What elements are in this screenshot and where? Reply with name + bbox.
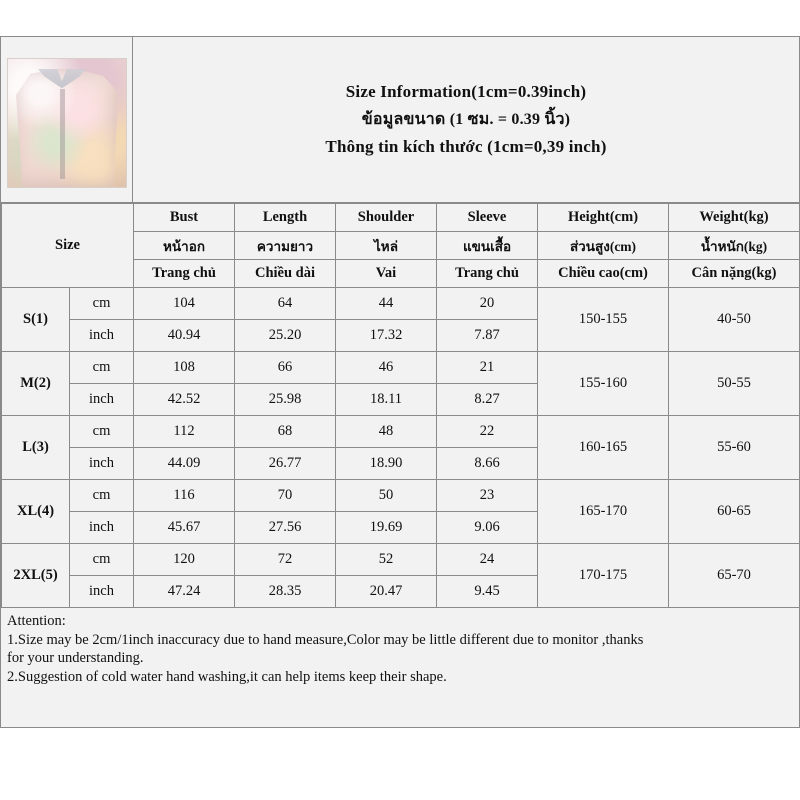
col-header-sleeve-th: แขนเสื้อ (437, 232, 538, 260)
cell-sleeve-cm: 24 (437, 544, 538, 576)
cell-sleeve-inch: 8.27 (437, 384, 538, 416)
col-header-weight-en: Weight(kg) (669, 204, 800, 232)
title-line-en: Size Information(1cm=0.39inch) (345, 82, 587, 101)
row-size-label: XL(4) (2, 480, 70, 544)
cell-weight: 40-50 (669, 288, 800, 352)
cell-length-inch: 27.56 (235, 512, 336, 544)
cell-height: 165-170 (538, 480, 669, 544)
cell-bust-cm: 120 (134, 544, 235, 576)
cell-bust-inch: 42.52 (134, 384, 235, 416)
cell-length-cm: 72 (235, 544, 336, 576)
col-header-shoulder-en: Shoulder (336, 204, 437, 232)
table-row (2, 352, 800, 384)
cell-bust-inch: 44.09 (134, 448, 235, 480)
attention-block (1, 608, 799, 727)
row-unit-inch: inch (70, 512, 134, 544)
cell-bust-cm: 104 (134, 288, 235, 320)
cell-shoulder-cm: 48 (336, 416, 437, 448)
table-row (2, 288, 800, 320)
col-header-weight-th: น้ำหนัก(kg) (669, 232, 800, 260)
row-unit-cm: cm (70, 544, 134, 576)
row-size-label: L(3) (2, 416, 70, 480)
cell-shoulder-inch: 19.69 (336, 512, 437, 544)
cell-shoulder-inch: 17.32 (336, 320, 437, 352)
row-unit-inch: inch (70, 384, 134, 416)
cell-height: 160-165 (538, 416, 669, 480)
row-size-label: S(1) (2, 288, 70, 352)
placket-graphic (60, 89, 65, 179)
cell-sleeve-inch: 9.45 (437, 576, 538, 608)
col-header-length-vi: Chiều dài (235, 260, 336, 288)
cell-shoulder-cm: 44 (336, 288, 437, 320)
col-header-weight-vi: Cân nặng(kg) (669, 260, 800, 288)
product-photo (7, 58, 127, 188)
product-photo-cell (1, 37, 133, 202)
cell-height: 155-160 (538, 352, 669, 416)
cell-weight: 50-55 (669, 352, 800, 416)
cell-bust-cm: 112 (134, 416, 235, 448)
shirt-graphic (14, 69, 118, 187)
row-unit-inch: inch (70, 576, 134, 608)
cell-length-cm: 66 (235, 352, 336, 384)
attention-line-2: 2.Suggestion of cold water hand washing,it can help items keep their shape. (7, 668, 447, 685)
col-header-shoulder-th: ไหล่ (336, 232, 437, 260)
chart-header (1, 37, 799, 203)
cell-bust-cm: 116 (134, 480, 235, 512)
row-unit-cm: cm (70, 352, 134, 384)
attention-line-1b: for your understanding. (7, 650, 144, 667)
cell-bust-cm: 108 (134, 352, 235, 384)
cell-sleeve-cm: 23 (437, 480, 538, 512)
cell-sleeve-inch: 9.06 (437, 512, 538, 544)
cell-length-cm: 70 (235, 480, 336, 512)
cell-weight: 55-60 (669, 416, 800, 480)
cell-bust-inch: 45.67 (134, 512, 235, 544)
col-header-sleeve-en: Sleeve (437, 204, 538, 232)
row-unit-cm: cm (70, 288, 134, 320)
col-header-length-th: ความยาว (235, 232, 336, 260)
title-block (133, 37, 799, 202)
row-unit-inch: inch (70, 448, 134, 480)
table-row (2, 544, 800, 576)
col-header-sleeve-vi: Trang chủ (437, 260, 538, 288)
cell-height: 150-155 (538, 288, 669, 352)
cell-length-inch: 26.77 (235, 448, 336, 480)
col-header-shoulder-vi: Vai (336, 260, 437, 288)
cell-length-inch: 25.20 (235, 320, 336, 352)
title-line-th: ข้อมูลขนาด (1 ซม. = 0.39 นิ้ว) (361, 111, 571, 128)
table-row (2, 416, 800, 448)
header-row-en (2, 204, 800, 232)
cell-height: 170-175 (538, 544, 669, 608)
col-header-bust-vi: Trang chủ (134, 260, 235, 288)
cell-sleeve-inch: 8.66 (437, 448, 538, 480)
cell-shoulder-inch: 18.90 (336, 448, 437, 480)
col-header-length-en: Length (235, 204, 336, 232)
row-size-label: 2XL(5) (2, 544, 70, 608)
size-header-cell: Size (2, 204, 134, 288)
cell-length-cm: 64 (235, 288, 336, 320)
size-table (1, 203, 800, 608)
cell-shoulder-cm: 50 (336, 480, 437, 512)
col-header-bust-en: Bust (134, 204, 235, 232)
cell-weight: 60-65 (669, 480, 800, 544)
table-row (2, 480, 800, 512)
cell-length-cm: 68 (235, 416, 336, 448)
cell-sleeve-cm: 22 (437, 416, 538, 448)
attention-title: Attention: (7, 613, 66, 629)
row-unit-cm: cm (70, 480, 134, 512)
col-header-height-vi: Chiều cao(cm) (538, 260, 669, 288)
row-unit-inch: inch (70, 320, 134, 352)
cell-bust-inch: 40.94 (134, 320, 235, 352)
cell-shoulder-inch: 20.47 (336, 576, 437, 608)
col-header-bust-th: หน้าอก (134, 232, 235, 260)
cell-shoulder-cm: 52 (336, 544, 437, 576)
cell-sleeve-cm: 21 (437, 352, 538, 384)
col-header-height-en: Height(cm) (538, 204, 669, 232)
attention-line-1: 1.Size may be 2cm/1inch inaccuracy due to hand measure,Color may be little different due to monitor ,thanks (7, 631, 644, 648)
cell-weight: 65-70 (669, 544, 800, 608)
cell-length-inch: 28.35 (235, 576, 336, 608)
size-chart-sheet (0, 36, 800, 728)
cell-sleeve-inch: 7.87 (437, 320, 538, 352)
title-line-vi: Thông tin kích thước (1cm=0,39 inch) (325, 137, 607, 156)
cell-length-inch: 25.98 (235, 384, 336, 416)
cell-sleeve-cm: 20 (437, 288, 538, 320)
cell-bust-inch: 47.24 (134, 576, 235, 608)
row-unit-cm: cm (70, 416, 134, 448)
cell-shoulder-inch: 18.11 (336, 384, 437, 416)
col-header-height-th: ส่วนสูง(cm) (538, 232, 669, 260)
row-size-label: M(2) (2, 352, 70, 416)
cell-shoulder-cm: 46 (336, 352, 437, 384)
